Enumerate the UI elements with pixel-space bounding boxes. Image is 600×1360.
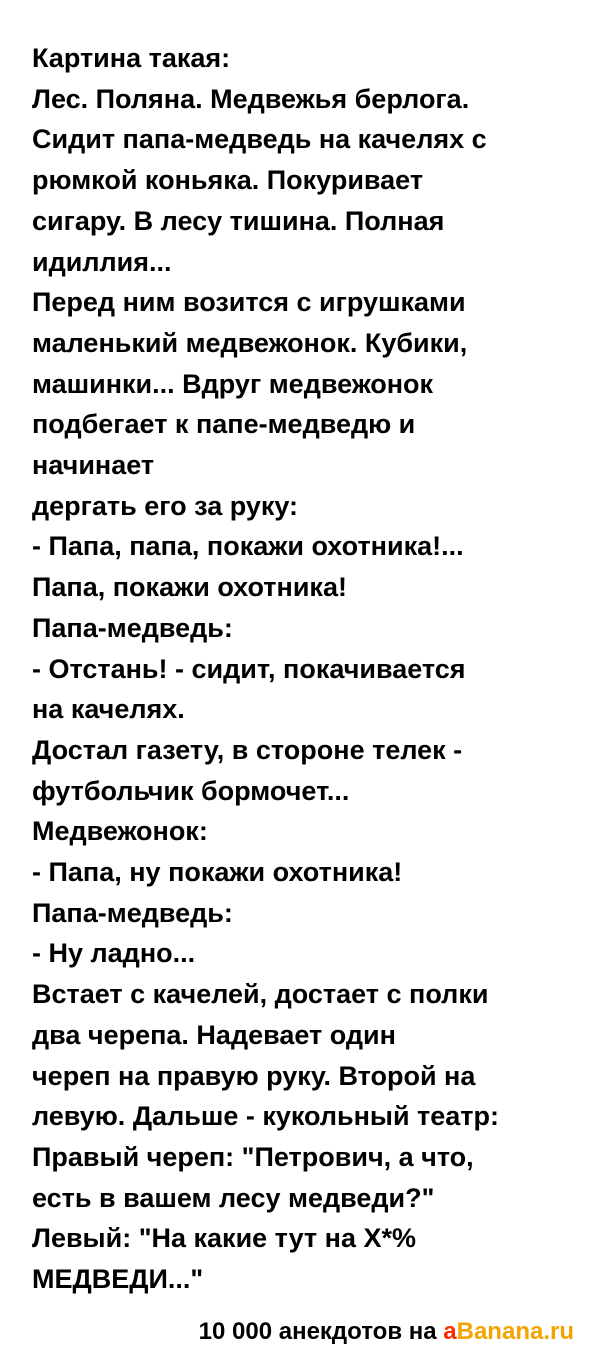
joke-line: Перед ним возится с игрушками [32, 287, 466, 318]
joke-line: сигару. В лесу тишина. Полная [32, 205, 445, 236]
joke-line: дергать его за руку: [32, 490, 299, 521]
brand-logo-rest: Banana.ru [456, 1318, 574, 1345]
joke-line: машинки... Вдруг медвежонок [32, 368, 434, 399]
footer-text: 10 000 анекдотов на [198, 1318, 444, 1345]
joke-line: череп на правую руку. Второй на [32, 1060, 476, 1091]
joke-line: Левый: "На какие тут на Х*% [32, 1223, 416, 1254]
joke-line: левую. Дальше - кукольный театр: [32, 1101, 500, 1132]
joke-line: Сидит папа-медведь на качелях с [32, 124, 487, 155]
joke-line: рюмкой коньяка. Покуривает [32, 165, 424, 196]
joke-line: - Ну ладно... [32, 938, 196, 969]
joke-line: Правый череп: "Петрович, а что, [32, 1141, 474, 1172]
joke-line: - Отстань! - сидит, покачивается [32, 653, 466, 684]
joke-line: Папа-медведь: [32, 897, 233, 928]
site-footer [199, 1317, 574, 1347]
site-logo-link[interactable] [443, 1318, 574, 1345]
joke-line: - Папа, ну покажи охотника! [32, 857, 403, 888]
joke-line: два черепа. Надевает один [32, 1019, 396, 1050]
joke-line: футбольчик бормочет... [32, 775, 350, 806]
joke-line: Медвежонок: [32, 816, 208, 847]
joke-line: маленький медвежонок. Кубики, [32, 327, 468, 358]
joke-line: начинает [32, 450, 155, 481]
joke-line: Картина такая: [32, 43, 231, 73]
joke-line: МЕДВЕДИ..." [32, 1264, 204, 1295]
joke-text [32, 38, 588, 1300]
joke-line: - Папа, папа, покажи охотника!... [32, 531, 464, 562]
joke-line: Лес. Поляна. Медвежья берлога. [32, 83, 470, 114]
joke-line: есть в вашем лесу медведи?" [32, 1182, 435, 1213]
joke-line: подбегает к папе-медведю и [32, 409, 416, 440]
joke-line: Достал газету, в стороне телек - [32, 734, 463, 765]
joke-line: Папа-медведь: [32, 612, 233, 643]
joke-line: Папа, покажи охотника! [32, 572, 347, 603]
brand-logo-a: a [443, 1318, 457, 1345]
joke-line: на качелях. [32, 694, 185, 725]
joke-line: Встает с качелей, достает с полки [32, 979, 489, 1010]
joke-line: идиллия... [32, 246, 172, 277]
